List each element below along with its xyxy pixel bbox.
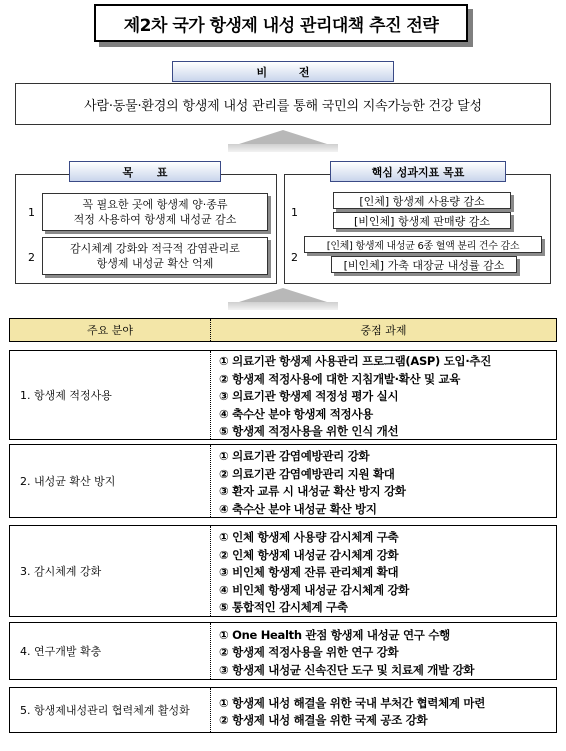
task-item: ① 인체 항생제 사용량 감시체계 구축 (219, 530, 399, 545)
task-item: ④ 축수산 분야 내성균 확산 방지 (219, 501, 377, 516)
area-label: 1. 항생제 적정사용 (20, 389, 112, 402)
task-item: ② 인체 항생제 내성균 감시체계 강화 (219, 547, 399, 562)
header-area: 주요 분야 (86, 324, 133, 337)
kpi-item: [인체] 항생제 내성균 6종 혈액 분리 건수 감소 (304, 236, 542, 253)
task-item: ④ 비인체 항생제 내성균 감시체계 강화 (219, 582, 410, 597)
task-list (210, 688, 556, 732)
task-item: ① 항생제 내성 해결을 위한 국내 부처간 협력체계 마련 (219, 695, 486, 710)
up-arrow-icon (228, 130, 338, 152)
task-item: ③ 비인체 항생제 잔류 관리체계 확대 (219, 565, 399, 580)
task-item: ① 의료기관 항생제 사용관리 프로그램(ASP) 도입·추진 (219, 354, 492, 369)
goal-box (42, 237, 268, 275)
task-item: ④ 축수산 분야 항생제 적정사용 (219, 406, 373, 421)
task-item: ③ 항생제 내성균 신속진단 도구 및 치료제 개발 강화 (219, 662, 475, 677)
task-item: ⑤ 항생제 적정사용을 위한 인식 개선 (219, 424, 399, 439)
vision-label: 비 전 (172, 61, 394, 82)
task-item: ① One Health 관점 항생제 내성균 연구 수행 (219, 627, 450, 642)
task-list (210, 623, 556, 679)
goal-number: 1 (28, 206, 35, 219)
task-item: ② 의료기관 감염예방관리 지원 확대 (219, 466, 395, 481)
kpi-item: [비인체] 항생제 판매량 감소 (333, 212, 511, 229)
goal-number: 2 (28, 251, 35, 264)
table-header (9, 318, 557, 342)
vision-text: 사람·동물·환경의 항생제 내성 관리를 통해 국민의 지속가능한 건강 달성 (15, 83, 551, 125)
task-list (210, 351, 556, 439)
goals-label (69, 161, 221, 182)
task-item: ② 항생제 내성 해결을 위한 국제 공조 강화 (219, 713, 428, 727)
table-row (9, 687, 557, 733)
goal-line: 꼭 필요한 곳에 항생제 양·종류 (82, 198, 228, 211)
task-item: ③ 의료기관 항생제 적정성 평가 실시 (219, 389, 399, 404)
area-label: 5. 항생제내성관리 협력체계 활성화 (20, 704, 190, 717)
table-row (9, 444, 557, 518)
goal-box (42, 193, 268, 231)
goals-label-text: 목 표 (122, 165, 178, 179)
area-label: 2. 내성균 확산 방지 (20, 475, 116, 488)
goal-line: 항생제 내성균 확산 억제 (96, 257, 214, 270)
area-label: 4. 연구개발 확충 (20, 645, 102, 658)
page-title: 제2차 국가 항생제 내성 관리대책 추진 전략 (94, 4, 468, 42)
task-list (210, 526, 556, 616)
header-tasks: 중점 과제 (210, 319, 556, 341)
kpi-item: [비인체] 가축 대장균 내성률 감소 (331, 256, 517, 273)
task-item: ② 항생제 적정사용을 위한 연구 강화 (219, 645, 399, 660)
area-label: 3. 감시체계 강화 (20, 565, 102, 578)
goal-line: 적정 사용하여 항생제 내성균 감소 (73, 213, 237, 226)
kpi-label-text: 핵심 성과지표 목표 (371, 165, 465, 179)
task-item: ② 항생제 적정사용에 대한 지침개발·확산 및 교육 (219, 371, 461, 386)
goal-line: 감시체계 강화와 적극적 감염관리로 (70, 242, 240, 255)
task-item: ① 의료기관 감염예방관리 강화 (219, 449, 370, 463)
up-arrow-icon (228, 288, 338, 310)
task-item: ⑤ 통합적인 감시체계 구축 (219, 600, 348, 615)
kpi-item: [인체] 항생제 사용량 감소 (333, 192, 511, 209)
table-row (9, 525, 557, 617)
table-row (9, 350, 557, 440)
task-item: ③ 환자 교류 시 내성균 확산 방지 강화 (219, 484, 406, 498)
task-list (210, 445, 556, 517)
kpi-number: 2 (291, 251, 298, 264)
kpi-label (330, 161, 506, 182)
table-row (9, 622, 557, 680)
kpi-number: 1 (291, 206, 298, 219)
